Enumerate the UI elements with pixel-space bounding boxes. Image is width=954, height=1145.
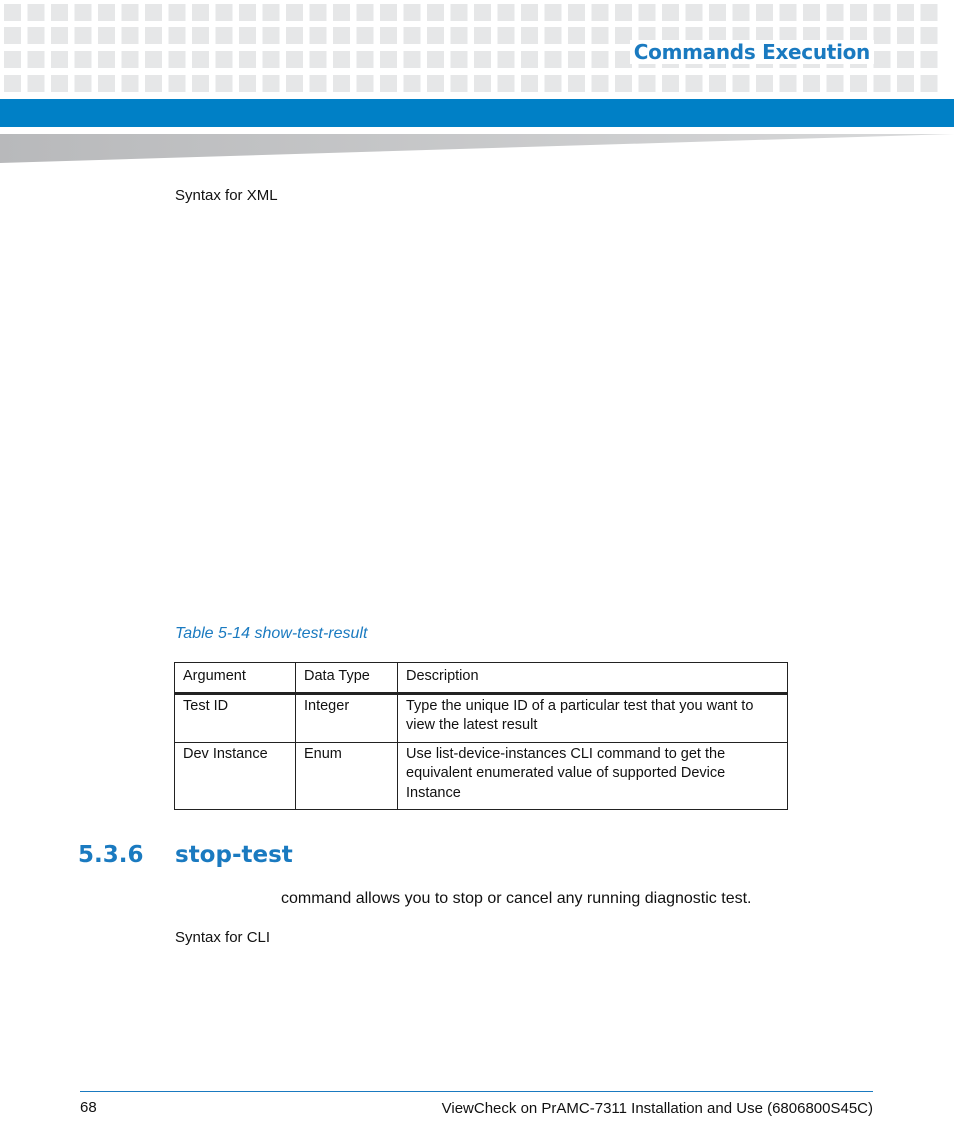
syntax-cli-label: Syntax for CLI bbox=[175, 929, 271, 946]
pattern-square bbox=[310, 51, 327, 68]
cell-description: Use list-device-instances CLI command to get the equivalent enumerated value of supported Device Instance bbox=[398, 742, 788, 810]
pattern-square bbox=[75, 75, 92, 92]
pattern-square bbox=[333, 51, 350, 68]
pattern-square bbox=[592, 75, 609, 92]
pattern-square bbox=[75, 51, 92, 68]
pattern-square bbox=[756, 4, 773, 21]
pattern-square bbox=[216, 27, 233, 44]
pattern-square bbox=[568, 51, 585, 68]
pattern-square bbox=[216, 4, 233, 21]
table-caption: Table 5-14 show-test-result bbox=[175, 625, 368, 642]
pattern-square bbox=[192, 27, 209, 44]
pattern-square bbox=[498, 4, 515, 21]
column-header-argument: Argument bbox=[175, 663, 296, 694]
pattern-square bbox=[404, 51, 421, 68]
pattern-square bbox=[639, 4, 656, 21]
pattern-square bbox=[592, 27, 609, 44]
pattern-square bbox=[122, 51, 139, 68]
pattern-square bbox=[709, 75, 726, 92]
pattern-square bbox=[216, 75, 233, 92]
cell-description: Type the unique ID of a particular test that you want to view the latest result bbox=[398, 693, 788, 742]
pattern-square bbox=[545, 27, 562, 44]
pattern-square bbox=[897, 27, 914, 44]
pattern-square bbox=[545, 51, 562, 68]
pattern-square bbox=[404, 4, 421, 21]
pattern-square bbox=[874, 51, 891, 68]
pattern-square bbox=[145, 75, 162, 92]
pattern-square bbox=[451, 4, 468, 21]
pattern-square bbox=[380, 75, 397, 92]
pattern-square bbox=[216, 51, 233, 68]
pattern-square bbox=[521, 27, 538, 44]
pattern-square bbox=[169, 51, 186, 68]
pattern-square bbox=[921, 27, 938, 44]
pattern-square bbox=[169, 27, 186, 44]
pattern-square bbox=[897, 4, 914, 21]
pattern-square bbox=[4, 27, 21, 44]
pattern-square bbox=[380, 27, 397, 44]
header-blue-band bbox=[0, 99, 954, 127]
pattern-square bbox=[75, 4, 92, 21]
pattern-square bbox=[592, 4, 609, 21]
header-gray-wedge bbox=[0, 127, 954, 163]
page-number: 68 bbox=[80, 1099, 97, 1116]
pattern-square bbox=[263, 27, 280, 44]
pattern-square bbox=[662, 4, 679, 21]
pattern-square bbox=[850, 75, 867, 92]
pattern-square bbox=[51, 4, 68, 21]
pattern-square bbox=[780, 75, 797, 92]
pattern-square bbox=[921, 4, 938, 21]
pattern-square bbox=[803, 75, 820, 92]
pattern-square bbox=[498, 27, 515, 44]
pattern-square bbox=[145, 4, 162, 21]
pattern-square bbox=[404, 27, 421, 44]
pattern-square bbox=[286, 51, 303, 68]
cell-data-type: Enum bbox=[296, 742, 398, 810]
pattern-square bbox=[686, 4, 703, 21]
pattern-square bbox=[28, 27, 45, 44]
pattern-square bbox=[874, 75, 891, 92]
pattern-square bbox=[545, 75, 562, 92]
pattern-square bbox=[333, 4, 350, 21]
pattern-square bbox=[239, 27, 256, 44]
pattern-square bbox=[333, 75, 350, 92]
pattern-square bbox=[474, 4, 491, 21]
pattern-square bbox=[310, 4, 327, 21]
pattern-square bbox=[451, 27, 468, 44]
pattern-square bbox=[545, 4, 562, 21]
pattern-square bbox=[780, 4, 797, 21]
pattern-square bbox=[498, 75, 515, 92]
syntax-xml-label: Syntax for XML bbox=[175, 187, 278, 204]
pattern-square bbox=[686, 75, 703, 92]
pattern-square bbox=[51, 51, 68, 68]
cell-argument: Dev Instance bbox=[175, 742, 296, 810]
pattern-square bbox=[192, 4, 209, 21]
section-number: 5.3.6 bbox=[78, 842, 144, 868]
cell-data-type: Integer bbox=[296, 693, 398, 742]
table-header-row bbox=[175, 663, 788, 694]
pattern-square bbox=[380, 51, 397, 68]
pattern-square bbox=[521, 75, 538, 92]
column-header-data-type: Data Type bbox=[296, 663, 398, 694]
pattern-square bbox=[98, 27, 115, 44]
pattern-square bbox=[98, 4, 115, 21]
pattern-square bbox=[474, 51, 491, 68]
pattern-square bbox=[662, 75, 679, 92]
pattern-square bbox=[427, 51, 444, 68]
pattern-square bbox=[733, 75, 750, 92]
pattern-square bbox=[145, 27, 162, 44]
arguments-table bbox=[174, 662, 788, 810]
pattern-square bbox=[263, 51, 280, 68]
pattern-square bbox=[568, 4, 585, 21]
pattern-square bbox=[239, 4, 256, 21]
footer-rule bbox=[80, 1091, 873, 1092]
pattern-square bbox=[145, 51, 162, 68]
pattern-square bbox=[169, 75, 186, 92]
pattern-square bbox=[357, 51, 374, 68]
table-row bbox=[175, 693, 788, 742]
pattern-square bbox=[874, 4, 891, 21]
pattern-square bbox=[357, 27, 374, 44]
section-title: stop-test bbox=[175, 842, 293, 868]
pattern-square bbox=[98, 75, 115, 92]
pattern-square bbox=[51, 75, 68, 92]
pattern-square bbox=[286, 27, 303, 44]
pattern-square bbox=[122, 4, 139, 21]
pattern-square bbox=[568, 75, 585, 92]
pattern-square bbox=[827, 75, 844, 92]
pattern-square bbox=[286, 75, 303, 92]
cell-argument: Test ID bbox=[175, 693, 296, 742]
pattern-square bbox=[451, 75, 468, 92]
pattern-square bbox=[639, 75, 656, 92]
pattern-square bbox=[263, 75, 280, 92]
pattern-square bbox=[897, 75, 914, 92]
pattern-square bbox=[921, 51, 938, 68]
section-description: command allows you to stop or cancel any running diagnostic test. bbox=[281, 890, 752, 907]
pattern-square bbox=[897, 51, 914, 68]
pattern-square bbox=[521, 51, 538, 68]
pattern-square bbox=[239, 75, 256, 92]
pattern-square bbox=[310, 27, 327, 44]
pattern-square bbox=[874, 27, 891, 44]
pattern-square bbox=[615, 75, 632, 92]
pattern-square bbox=[850, 4, 867, 21]
pattern-square bbox=[521, 4, 538, 21]
pattern-square bbox=[4, 4, 21, 21]
pattern-square bbox=[921, 75, 938, 92]
pattern-square bbox=[733, 4, 750, 21]
pattern-square bbox=[756, 75, 773, 92]
column-header-description: Description bbox=[398, 663, 788, 694]
pattern-square bbox=[98, 51, 115, 68]
pattern-square bbox=[28, 51, 45, 68]
pattern-square bbox=[803, 4, 820, 21]
pattern-square bbox=[28, 75, 45, 92]
pattern-square bbox=[192, 51, 209, 68]
pattern-square bbox=[4, 51, 21, 68]
pattern-square bbox=[75, 27, 92, 44]
pattern-square bbox=[709, 4, 726, 21]
pattern-square bbox=[357, 4, 374, 21]
pattern-square bbox=[122, 75, 139, 92]
pattern-square bbox=[615, 4, 632, 21]
pattern-square bbox=[427, 27, 444, 44]
pattern-square bbox=[51, 27, 68, 44]
pattern-square bbox=[263, 4, 280, 21]
pattern-square bbox=[122, 27, 139, 44]
pattern-square bbox=[169, 4, 186, 21]
pattern-square bbox=[592, 51, 609, 68]
pattern-square bbox=[333, 27, 350, 44]
pattern-square bbox=[474, 75, 491, 92]
pattern-square bbox=[4, 75, 21, 92]
pattern-square bbox=[286, 4, 303, 21]
pattern-square bbox=[28, 4, 45, 21]
pattern-square bbox=[474, 27, 491, 44]
footer-document-title: ViewCheck on PrAMC-7311 Installation and Use (6806800S45C) bbox=[441, 1100, 873, 1117]
pattern-square bbox=[404, 75, 421, 92]
pattern-square bbox=[827, 4, 844, 21]
pattern-square bbox=[427, 4, 444, 21]
pattern-square bbox=[498, 51, 515, 68]
pattern-square bbox=[451, 51, 468, 68]
pattern-square bbox=[192, 75, 209, 92]
pattern-square bbox=[380, 4, 397, 21]
pattern-square bbox=[310, 75, 327, 92]
pattern-square bbox=[568, 27, 585, 44]
table-row bbox=[175, 742, 788, 810]
pattern-square bbox=[427, 75, 444, 92]
running-header-title: Commands Execution bbox=[630, 40, 874, 64]
pattern-square bbox=[357, 75, 374, 92]
pattern-square bbox=[239, 51, 256, 68]
